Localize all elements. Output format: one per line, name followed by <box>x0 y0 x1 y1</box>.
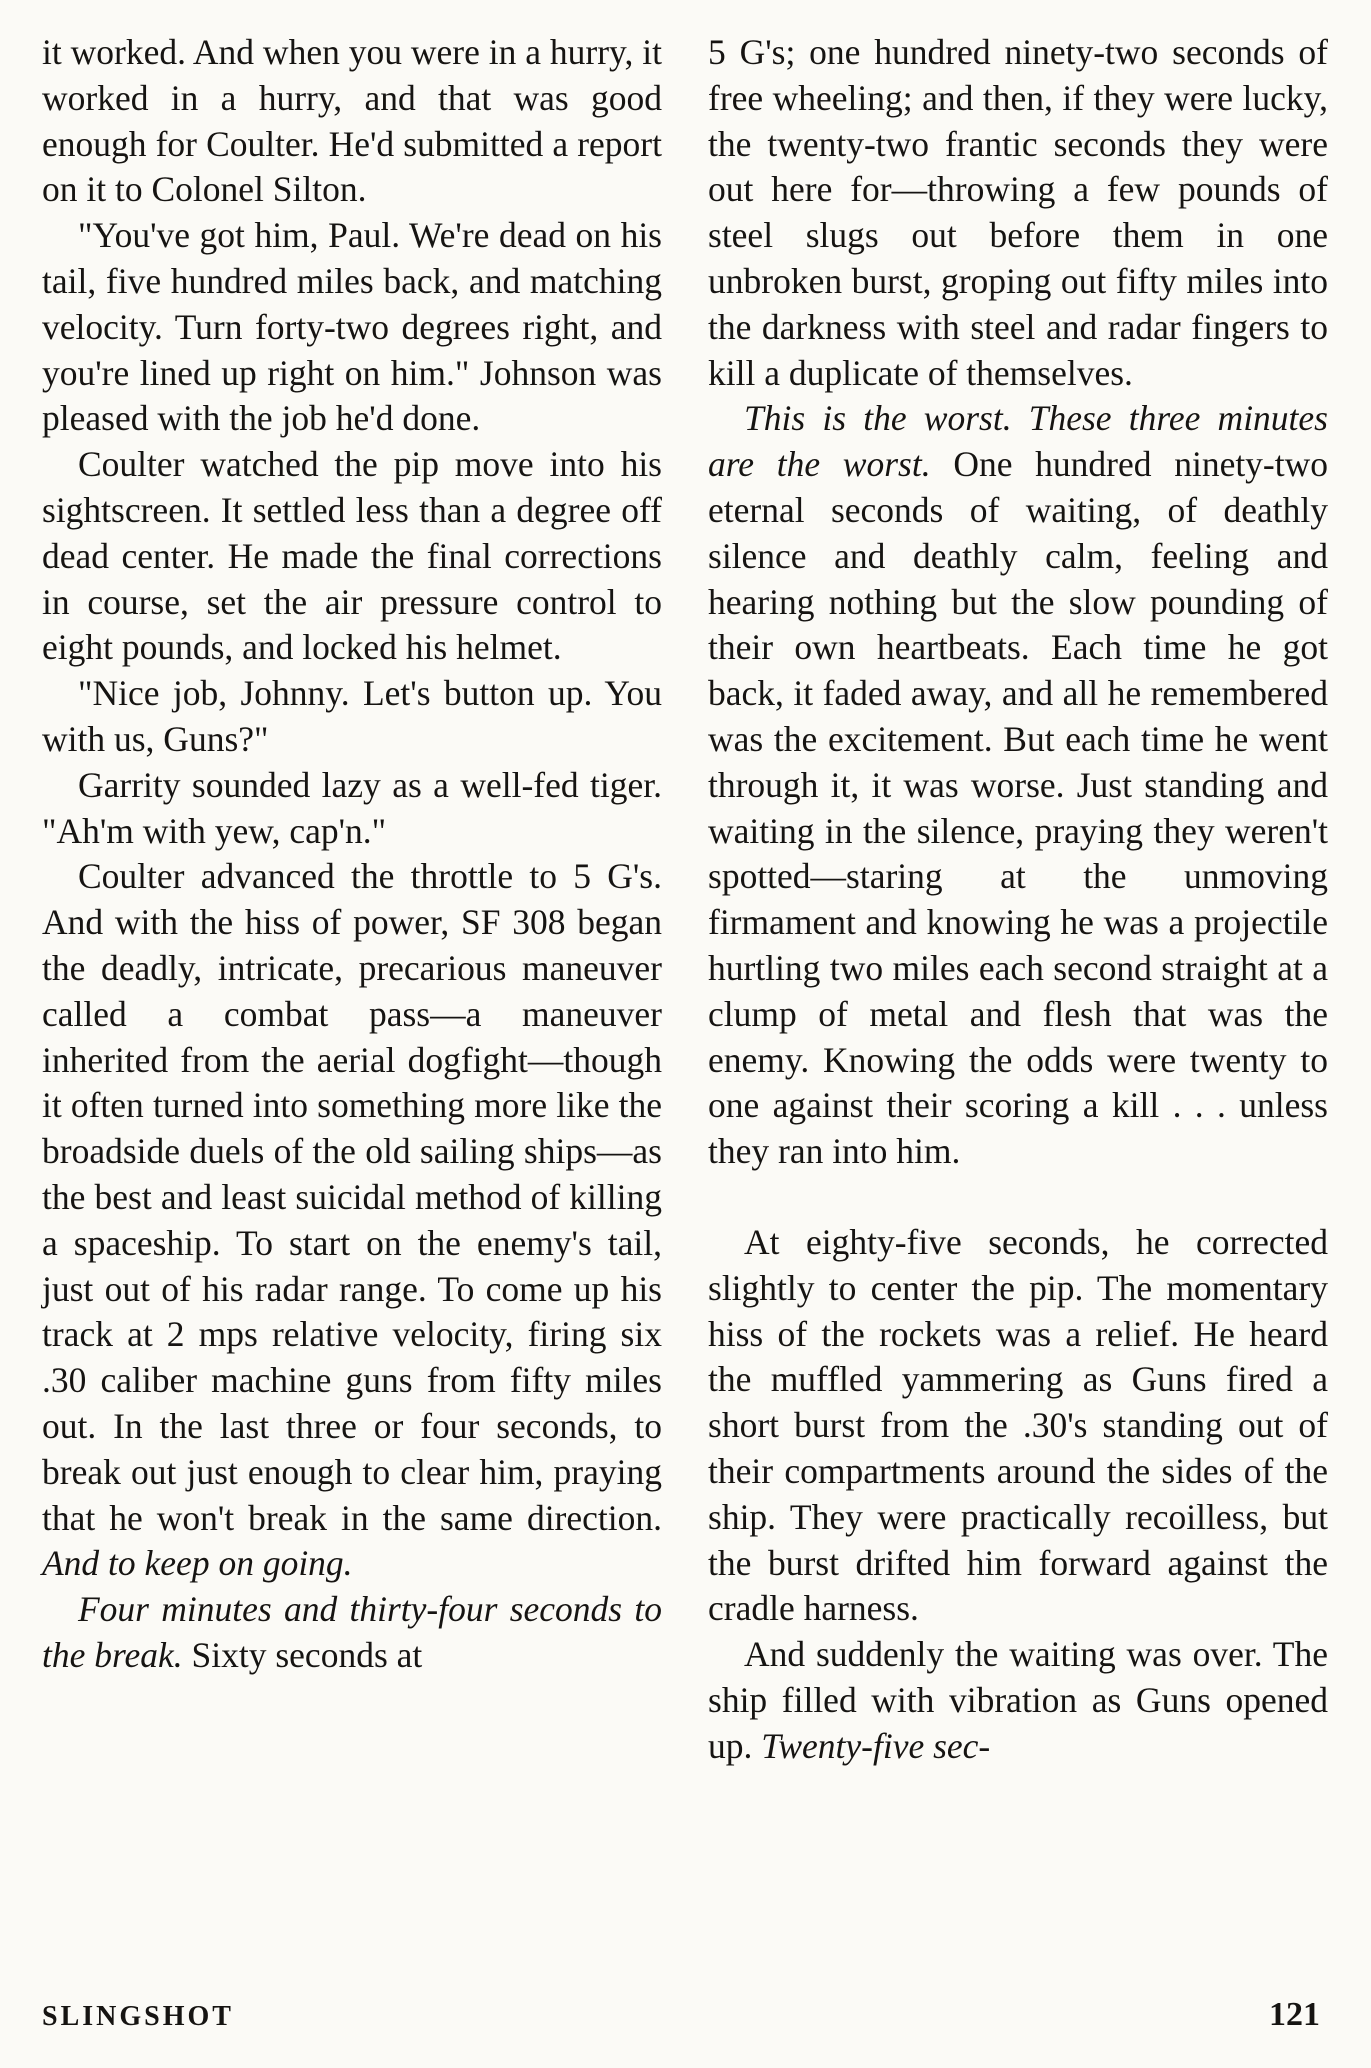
paragraph <box>708 396 1328 1175</box>
paragraph-text: And suddenly the waiting was over. The ship filled with vibration as Guns opened up. <box>708 1634 1328 1766</box>
paragraph: Garrity sounded lazy as a well-fed tiger. "Ah'm with yew, cap'n." <box>42 764 662 851</box>
paragraph <box>42 854 662 1587</box>
running-head: SLINGSHOT <box>42 2001 234 2032</box>
left-column <box>42 30 662 1679</box>
paragraph: "You've got him, Paul. We're dead on his tail, five hundred miles back, and matching velocity. Turn forty-two degrees right, and you're lined up right on him." Johnson was pleased with the job he'd done. <box>42 215 662 439</box>
italic-phrase: And to keep on going. <box>42 1543 353 1584</box>
paragraph: At eighty-five seconds, he corrected slightly to center the pip. The momentary hiss of the rockets was a relief. He heard the muffled yammering as Guns fired a short burst from the .30's standing out of their compartments around the sides of the ship. They were practically recoilless, but the burst drifted him forward against the cradle harness. <box>708 1221 1328 1629</box>
italic-phrase: This is the worst. These three minutes are the worst. <box>708 398 1328 485</box>
paragraph: "Nice job, Johnny. Let's button up. You with us, Guns?" <box>42 673 662 759</box>
paragraph: Coulter watched the pip move into his sightscreen. It settled less than a degree off dead center. He made the final corrections in course, set the air pressure control to eight pounds, and locked his helmet. <box>42 444 662 668</box>
paragraph-text: Coulter advanced the throttle to 5 G's. And with the hiss of power, SF 308 began the deadly, intricate, precarious maneuver called a combat pass—a maneuver inherited from the aerial dogfight—though it often turned into something more like the broadside duels of the old sailing ships—as the best and least suicidal method of killing a spaceship. To start on the enemy's tail, just out of his radar range. To come up his track at 2 mps relative velocity, firing six .30 caliber machine guns from fifty miles out. In the last three or four seconds, to break out just enough to clear him, praying that he won't break in the same direction. <box>42 856 662 1538</box>
paragraph-text: Sixty seconds at <box>191 1634 423 1675</box>
italic-phrase: Four minutes and thirty-four seconds to the break. <box>42 1589 662 1675</box>
page-footer <box>42 1996 1328 2034</box>
paragraph <box>42 1587 662 1679</box>
page-number: 121 <box>1269 1996 1320 2033</box>
paragraph <box>708 1632 1328 1769</box>
paragraph: 5 G's; one hundred ninety-two seconds of free wheeling; and then, if they were lucky, the twenty-two frantic seconds they were out here for—throwing a few pounds of steel slugs out before them in one unbroken burst, groping out fifty miles into the darkness with steel and radar fingers to kill a duplicate of themselves. <box>708 32 1328 393</box>
italic-phrase: Twenty-five sec- <box>761 1725 991 1766</box>
paragraph-text: One hundred ninety-two eternal seconds of waiting, of deathly silence and deathly calm, feeling and hearing nothing but the slow pounding of their own heartbeats. Each time he got back, it faded away, and all he remembered was the excitement. But each time he went through it, it was worse. Just standing and waiting in the silence, praying they weren't spotted—staring at the unmoving firmament and knowing he was a projectile hurtling two miles each second straight at a clump of metal and flesh that was the enemy. Knowing the odds were twenty to one against their scoring a kill . . . unless they ran into him. <box>708 444 1329 1172</box>
paragraph: it worked. And when you were in a hurry, it worked in a hurry, and that was good enough for Coulter. He'd submitted a report on it to Colonel Silton. <box>42 32 662 210</box>
right-column <box>708 30 1328 1769</box>
